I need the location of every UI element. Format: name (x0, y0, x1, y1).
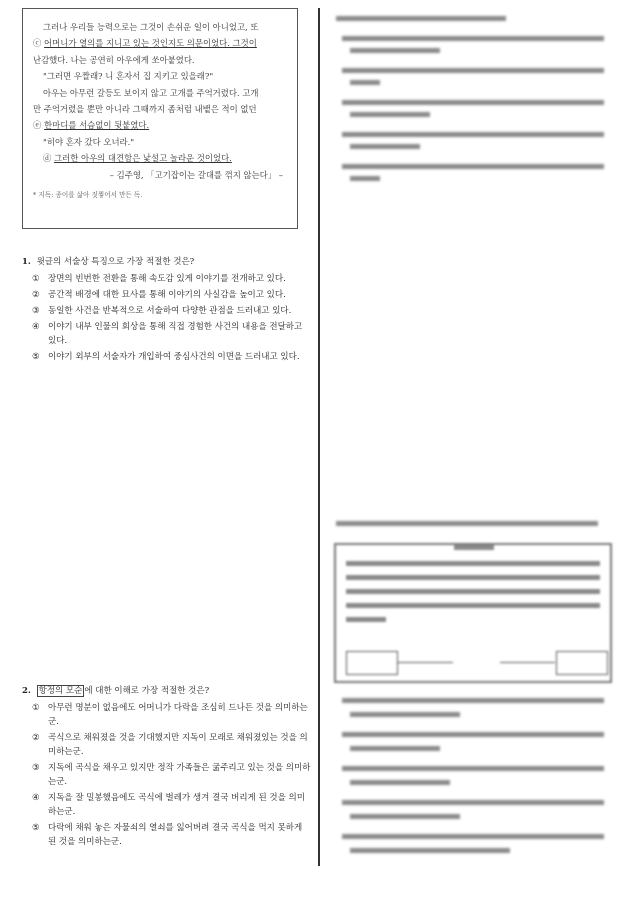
option-text: 이야기 내부 인물의 회상을 통해 직접 경험한 사건의 내용을 전달하고 있다. (48, 322, 303, 346)
answer-option[interactable] (32, 731, 312, 759)
option-mark: ⑤ (32, 823, 40, 833)
blurred-answer-options (336, 694, 612, 868)
question-2 (22, 685, 312, 851)
passage-line: 난감했다. 나는 공연히 아우에게 쏘아붙였다. (33, 54, 195, 65)
option-mark: ④ (32, 793, 40, 803)
question-stem (22, 256, 312, 269)
passage-line: 만 주억거렸을 뿐만 아니라 그때까지 좀처럼 내뱉은 적이 없던 (33, 104, 257, 115)
question-1 (22, 256, 312, 366)
question-text: 윗글의 서술상 특징으로 가장 적절한 것은? (36, 257, 195, 267)
answer-option[interactable] (32, 821, 312, 849)
passage-line: 아우는 아무런 갈등도 보이지 않고 고개를 주억거렸다. 고개 (43, 87, 259, 98)
question-text: 에 대한 이해로 가장 적절한 것은? (84, 686, 210, 696)
passage-line: "히야 혼자 갔다 오너라." (43, 136, 135, 147)
option-text: 아무런 명분이 없음에도 어머니가 다락을 조심히 드나든 것을 의미하는군. (48, 703, 308, 727)
blurred-text-lines (332, 518, 612, 530)
question-number: 1. (22, 257, 31, 267)
answer-option[interactable] (32, 272, 312, 286)
marker-d: ⓓ (43, 153, 52, 164)
passage-line (33, 117, 291, 133)
passage-line (33, 35, 291, 51)
passage-line: 그러나 우리들 능력으로는 그것이 손쉬운 일이 아니었고, 또 (43, 22, 259, 32)
blurred-flow-diagram (344, 651, 602, 675)
answer-option[interactable] (32, 320, 312, 348)
question-stem (22, 685, 312, 698)
question-number: 2. (22, 686, 31, 696)
flow-box (556, 651, 608, 675)
question-keyword: 항정의 모순 (38, 686, 83, 696)
option-mark: ① (32, 274, 40, 284)
option-text: 이야기 외부의 서술자가 개입하여 중심사건의 이면을 드러내고 있다. (48, 352, 300, 362)
option-text: 장면의 빈번한 전환을 통해 속도감 있게 이야기를 전개하고 있다. (48, 274, 286, 284)
answer-option[interactable] (32, 701, 312, 729)
blurred-text-lines (336, 694, 612, 864)
flow-box (346, 651, 398, 675)
reading-passage (22, 8, 298, 229)
option-mark: ③ (32, 763, 40, 773)
answer-option[interactable] (32, 304, 312, 318)
option-text: 지독에 곡식을 채우고 있지만 정작 가족들은 굶주리고 있는 것을 의미하는군. (48, 763, 311, 787)
option-mark: ② (32, 733, 40, 743)
blurred-reference-box (334, 543, 612, 683)
option-mark: ⑤ (32, 352, 40, 362)
option-text: 다락에 채워 놓은 자물쇠의 열쇠를 잃어버려 결국 곡식을 먹지 못하게 된 것을 의미하는군. (48, 823, 303, 847)
blurred-question-block (332, 14, 612, 208)
option-mark: ④ (32, 322, 40, 332)
flow-line (398, 662, 453, 663)
passage-line-text: 어머니가 열의를 지니고 있는 것인지도 의문이었다. 그것이 (44, 38, 257, 49)
passage-line (33, 150, 291, 166)
answer-option[interactable] (32, 791, 312, 819)
option-mark: ③ (32, 306, 40, 316)
blurred-question-stem (332, 518, 612, 534)
passage-source: – 김주영, 「고기잡이는 갈대를 꺾지 않는다」 – (109, 169, 283, 180)
column-divider (318, 8, 320, 866)
option-text: 공간적 배경에 대한 묘사를 통해 이야기의 사실감을 높이고 있다. (48, 290, 286, 300)
marker-e: ⓔ (33, 120, 42, 131)
answer-option[interactable] (32, 761, 312, 789)
flow-box (454, 651, 498, 673)
flow-line (500, 662, 555, 663)
answer-option[interactable] (32, 288, 312, 302)
option-mark: ② (32, 290, 40, 300)
blurred-text-lines (332, 14, 612, 204)
passage-footnote: * 지독: 종이를 삶아 짓찧어서 만든 독. (33, 191, 143, 200)
marker-c: ⓒ (33, 38, 42, 49)
passage-line-text: 한마디를 서슴없이 뒷붙였다. (44, 120, 150, 131)
option-text: 지독을 잘 밀봉했음에도 곡식에 벌레가 생겨 결국 버리게 된 것을 의미하는군. (48, 793, 305, 817)
passage-line-text: 그러한 아우의 대견함은 낯설고 놀라운 것이었다. (54, 153, 232, 164)
passage-line: "그러면 우짤래? 니 혼자서 집 지키고 있을래?" (43, 71, 214, 82)
option-text: 동일한 사건을 반복적으로 서술하여 다양한 관점을 드러내고 있다. (48, 306, 292, 316)
answer-option[interactable] (32, 350, 312, 364)
option-text: 곡식으로 채워졌을 것을 기대했지만 지독이 모래로 채워졌있는 것을 의미하는군. (48, 733, 308, 757)
option-mark: ① (32, 703, 40, 713)
blurred-text-lines (336, 545, 610, 645)
